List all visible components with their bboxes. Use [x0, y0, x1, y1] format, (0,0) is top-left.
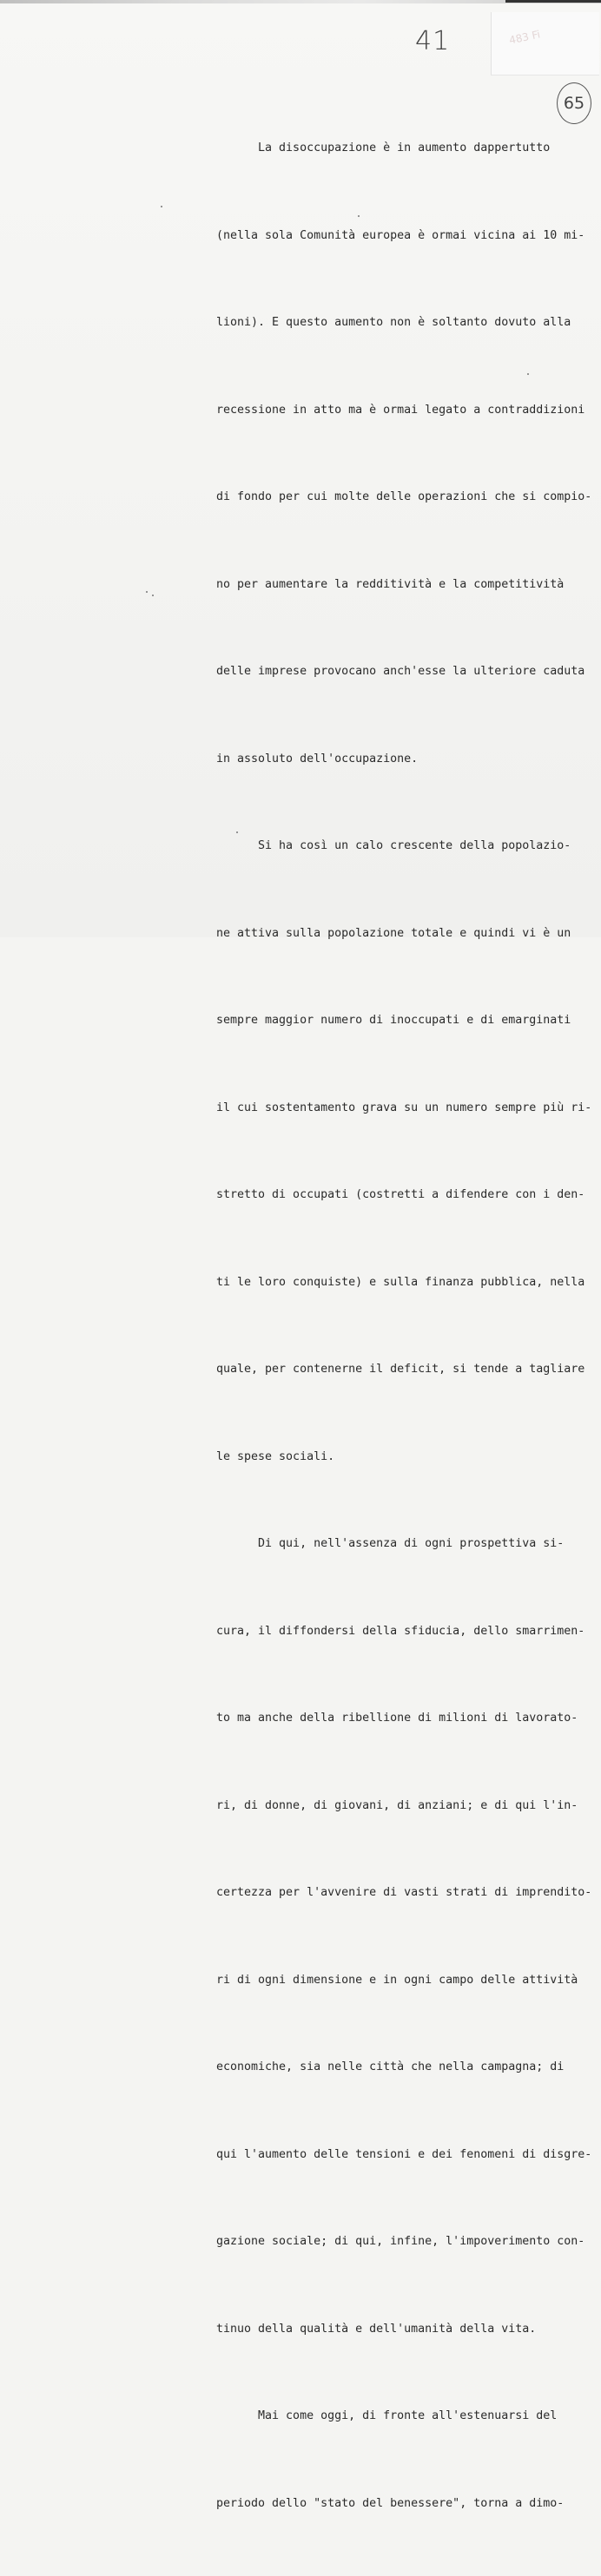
text-line: di fondo per cui molte delle operazioni che si compio- [216, 490, 592, 503]
scan-corner-mark [505, 0, 601, 3]
text-line: cura, il diffondersi della sfiducia, dello smarrimen- [216, 1624, 585, 1638]
text-line: le spese sociali. [216, 1449, 335, 1463]
text-line: (nella sola Comunità europea è ormai vicina ai 10 mi- [216, 228, 585, 242]
text-line: il cui sostentamento grava su un numero sempre più ri- [216, 1101, 592, 1114]
text-line: La disoccupazione è in aumento dappertutto [216, 141, 551, 154]
text-line: ri, di donne, di giovani, di anziani; e di qui l'in- [216, 1798, 578, 1812]
text-line: stretto di occupati (costretti a difendere con i den- [216, 1188, 585, 1201]
text-line: gazione sociale; di qui, infine, l'impoverimento con- [216, 2235, 585, 2248]
scan-speck [236, 831, 238, 833]
text-line: Si ha così un calo crescente della popolazio- [216, 839, 571, 852]
archive-label-area [491, 12, 599, 76]
scan-speck [152, 595, 154, 596]
text-line: ti le loro conquiste) e sulla finanza pubblica, nella [216, 1275, 585, 1289]
text-line: Di qui, nell'assenza di ogni prospettiva si- [216, 1537, 565, 1550]
text-line: qui l'aumento delle tensioni e dei fenomeni di disgre- [216, 2147, 592, 2161]
text-line: ri di ogni dimensione e in ogni campo delle attività [216, 1973, 578, 1987]
text-line: recessione in atto ma è ormai legato a contraddizioni [216, 403, 585, 417]
text-line: no per aumentare la redditività e la competitività [216, 577, 565, 591]
text-line: certezza per l'avvenire di vasti strati di imprendito- [216, 1886, 592, 1899]
text-line: lioni). E questo aumento non è soltanto dovuto alla [216, 316, 571, 329]
text-line: periodo dello "stato del benessere", torna a dimo- [216, 2496, 565, 2510]
page-number: 41 [415, 26, 451, 56]
text-line: quale, per contenerne il deficit, si tende a tagliare [216, 1363, 585, 1376]
text-line: delle imprese provocano anch'esse la ulteriore caduta [216, 665, 585, 678]
text-line: tinuo della qualità e dell'umanità della vita. [216, 2322, 537, 2336]
scan-speck [146, 591, 148, 593]
scan-speck [527, 373, 529, 375]
circled-folio-stamp: 65 [557, 82, 591, 124]
archive-note: 483 Fi [507, 28, 542, 47]
text-line: Mai come oggi, di fronte all'estenuarsi del [216, 2409, 558, 2422]
text-line: ne attiva sulla popolazione totale e quindi vi è un [216, 926, 571, 940]
scan-speck [358, 215, 360, 217]
text-line: sempre maggior numero di inoccupati e di emarginati [216, 1014, 571, 1027]
text-line: in assoluto dell'occupazione. [216, 752, 419, 766]
text-line: economiche, sia nelle città che nella campagna; di [216, 2060, 565, 2073]
scan-speck [161, 206, 162, 207]
text-line: to ma anche della ribellione di milioni di lavorato- [216, 1712, 578, 1725]
